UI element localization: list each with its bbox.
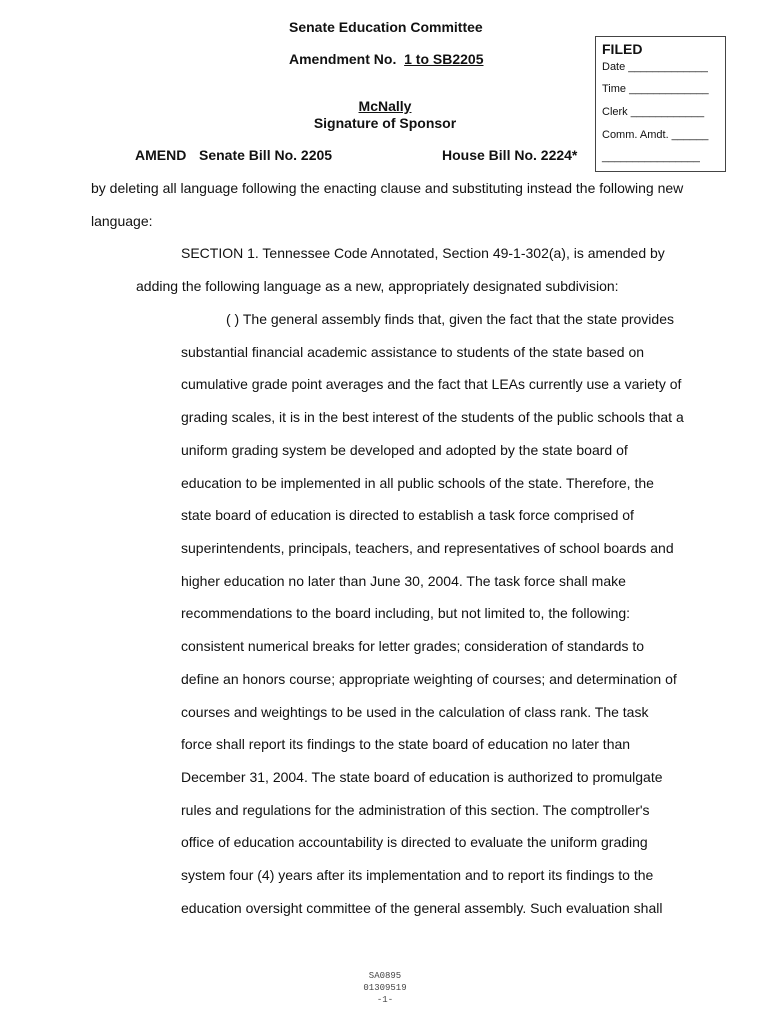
committee-name: Senate Education Committee bbox=[289, 19, 483, 35]
filed-comm-amdt: Comm. Amdt. ______ bbox=[602, 129, 709, 141]
body-line-7: cumulative grade point averages and the fact that LEAs currently use a variety of bbox=[181, 376, 682, 392]
amendment-prefix: Amendment No. bbox=[289, 51, 397, 67]
body-line-16: define an honors course; appropriate weighting of courses; and determination of bbox=[181, 671, 677, 687]
body-line-10: education to be implemented in all public schools of the state. Therefore, the bbox=[181, 475, 654, 491]
footer-code-2: 01309519 bbox=[363, 983, 407, 993]
section-heading-line: SECTION 1. Tennessee Code Annotated, Section 49-1-302(a), is amended by bbox=[181, 245, 665, 261]
body-line-20: rules and regulations for the administration of this section. The comptroller's bbox=[181, 802, 650, 818]
amendment-value: 1 to SB2205 bbox=[404, 51, 484, 67]
body-line-23: education oversight committee of the general assembly. Such evaluation shall bbox=[181, 900, 663, 916]
subdivision-first-line: ( ) The general assembly finds that, given the fact that the state provides bbox=[226, 311, 674, 327]
sponsor-name: McNally bbox=[358, 98, 412, 114]
body-line-1: by deleting all language following the enacting clause and substituting instead the following new bbox=[91, 180, 684, 196]
body-line-15: consistent numerical breaks for letter grades; consideration of standards to bbox=[181, 638, 645, 654]
amend-label: AMEND bbox=[135, 147, 187, 163]
filed-date: Date _____________ bbox=[602, 61, 708, 73]
page-number: -1- bbox=[376, 995, 394, 1005]
body-line-9: uniform grading system be developed and adopted by the state board of bbox=[181, 442, 628, 458]
footer-code-1: SA0895 bbox=[368, 971, 402, 981]
filed-time: Time _____________ bbox=[602, 83, 709, 95]
house-bill-number: House Bill No. 2224* bbox=[442, 147, 578, 163]
sponsor-caption: Signature of Sponsor bbox=[313, 115, 457, 131]
amendment-number bbox=[289, 51, 484, 67]
body-line-4: adding the following language as a new, appropriately designated subdivision: bbox=[136, 278, 619, 294]
body-line-14: recommendations to the board including, but not limited to, the following: bbox=[181, 605, 631, 621]
filed-clerk: Clerk ____________ bbox=[602, 106, 705, 118]
body-line-11: state board of education is directed to establish a task force comprised of bbox=[181, 507, 634, 523]
filed-title: FILED bbox=[602, 41, 643, 57]
filed-blank-line: ________________ bbox=[602, 151, 700, 163]
body-line-8: grading scales, it is in the best interest of the students of the public schools that a bbox=[181, 409, 684, 425]
body-line-6: substantial financial academic assistance to students of the state based on bbox=[181, 344, 645, 360]
body-line-12: superintendents, principals, teachers, and representatives of school boards and bbox=[181, 540, 674, 556]
body-line-19: December 31, 2004. The state board of education is authorized to promulgate bbox=[181, 769, 663, 785]
body-line-22: system four (4) years after its implementation and to report its findings to the bbox=[181, 867, 654, 883]
body-line-21: office of education accountability is directed to evaluate the uniform grading bbox=[181, 834, 648, 850]
body-line-17: courses and weightings to be used in the calculation of class rank. The task bbox=[181, 704, 649, 720]
body-line-13: higher education no later than June 30, 2004. The task force shall make bbox=[181, 573, 626, 589]
body-line-2: language: bbox=[91, 213, 153, 229]
filed-stamp-box bbox=[595, 36, 726, 172]
body-line-18: force shall report its findings to the state board of education no later than bbox=[181, 736, 631, 752]
senate-bill-number: Senate Bill No. 2205 bbox=[199, 147, 333, 163]
